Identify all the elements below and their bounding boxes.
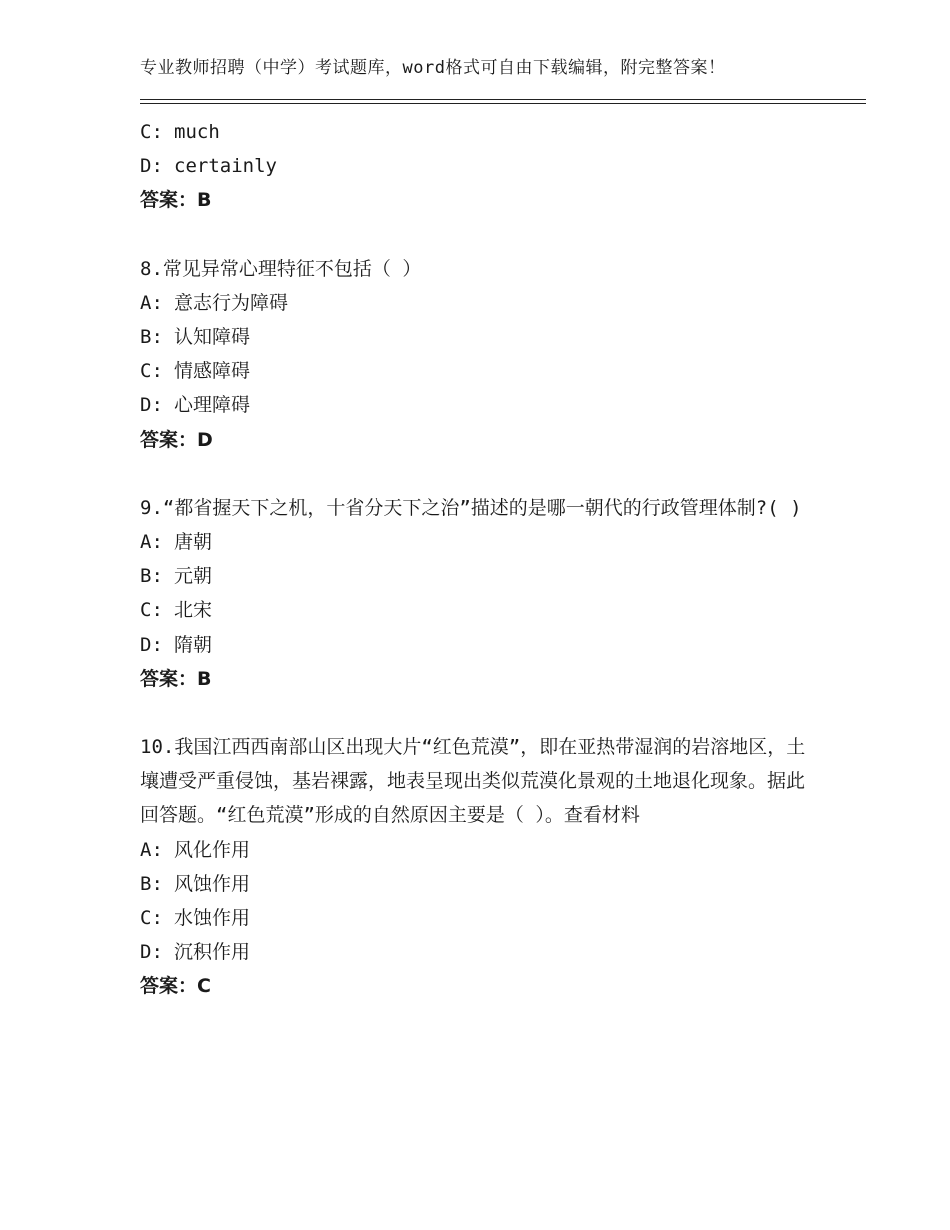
page-header: 专业教师招聘（中学）考试题库，word格式可自由下载编辑，附完整答案！ [140,58,726,78]
option-label: A: [140,531,163,554]
option-label: D: [140,941,163,964]
option-item [140,901,810,935]
answer-line: 答案：B [140,667,212,690]
option-label: C: [140,599,163,622]
option-label: A: [140,838,163,861]
option-item [140,354,810,388]
option-label: C: [140,121,163,143]
option-item [140,286,810,320]
option-label: B: [140,565,163,588]
answer-line: 答案：B [140,189,212,212]
question-stem: 10.我国江西西南部山区出现大片“红色荒漠”，即在亚热带湿润的岩溶地区，土壤遭受严重侵蚀，基岩裸露，地表呈现出类似荒漠化景观的土地退化现象。据此回答题。“红色荒漠”形成的自然原因主要是（ ）。查看材料 [140,736,806,827]
answer-line: 答案：D [140,428,213,451]
question-stem: 9.“都省握天下之机，十省分天下之治”描述的是哪一朝代的行政管理体制?( ) [140,496,802,519]
option-text: 心理障碍 [174,394,251,417]
option-label: C: [140,907,163,930]
option-label: D: [140,155,163,178]
option-text: 情感障碍 [174,360,251,383]
question-stem: 8.常见异常心理特征不包括（ ） [140,257,422,280]
option-item [140,525,810,559]
option-item [140,628,810,662]
option-label: B: [140,872,163,895]
option-item [140,867,810,901]
option-text: 风蚀作用 [174,872,251,895]
option-text: 唐朝 [174,531,213,554]
option-label: D: [140,394,163,417]
option-text: 水蚀作用 [174,907,251,930]
option-text: 北宋 [174,599,213,622]
option-item [140,149,810,183]
option-text: 意志行为障碍 [174,291,289,314]
option-item [140,559,810,593]
spacer [140,457,810,491]
option-text: 沉积作用 [174,941,251,964]
option-item [140,115,810,149]
option-label: B: [140,326,163,349]
option-text: much [174,121,220,143]
option-text: certainly [174,155,277,178]
option-text: 认知障碍 [174,326,251,349]
spacer [140,696,810,730]
option-item [140,320,810,354]
header-rule-top [140,99,866,100]
option-text: 风化作用 [174,838,251,861]
option-text: 隋朝 [174,633,213,656]
option-item [140,935,810,969]
spacer [140,218,810,252]
option-label: D: [140,633,163,656]
question-content [140,115,810,1004]
answer-line: 答案：C [140,975,211,998]
header-rule-bottom [140,103,866,104]
option-text: 元朝 [174,565,213,588]
option-label: A: [140,291,163,314]
option-item [140,833,810,867]
option-label: C: [140,360,163,383]
option-item [140,593,810,627]
option-item [140,388,810,422]
